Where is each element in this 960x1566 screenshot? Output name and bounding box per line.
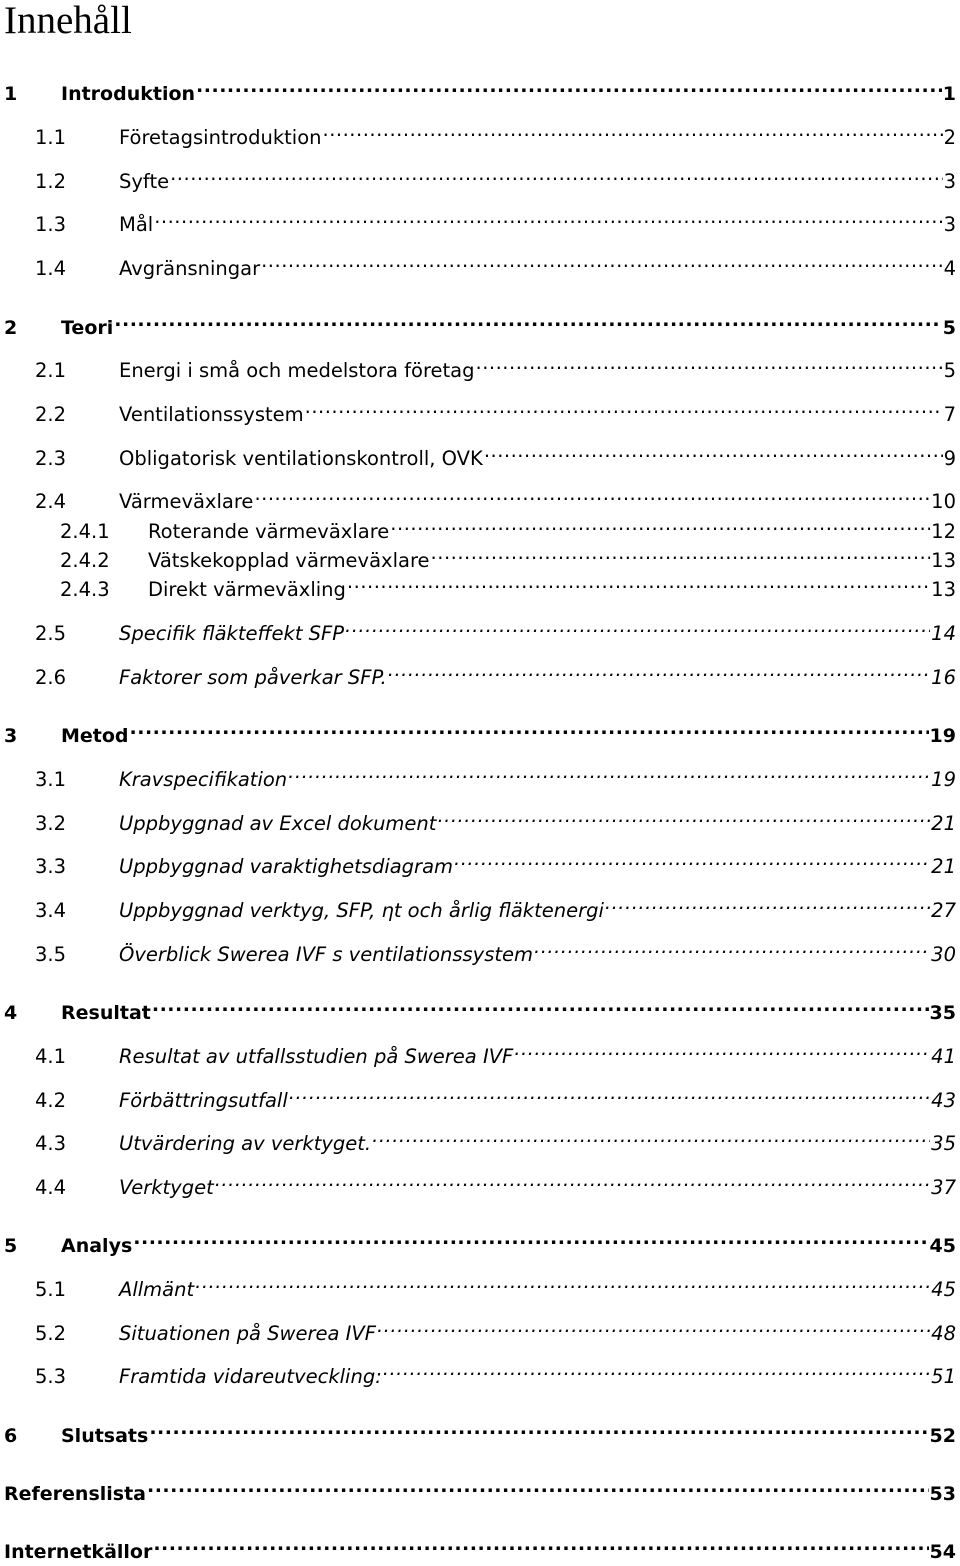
- toc-entry-page-number: 45: [929, 1235, 956, 1257]
- toc-entry-label: Överblick Swerea IVF s ventilationssystem: [119, 943, 534, 966]
- toc-entry[interactable]: [35, 612, 956, 645]
- toc-entry-label: Uppbyggnad av Excel dokument: [119, 812, 437, 835]
- toc-entry-number: 2.6: [35, 666, 67, 689]
- dot-leader: [170, 160, 942, 188]
- toc-entry[interactable]: [35, 933, 956, 966]
- toc-entry-label: Förbättringsutfall: [119, 1089, 288, 1112]
- dot-leader: [454, 845, 930, 873]
- toc-entry-label: Kravspecifikation: [119, 768, 288, 791]
- toc-entry-page-number: 35: [931, 1132, 956, 1155]
- toc-entry[interactable]: [35, 349, 956, 382]
- dot-leader: [149, 1414, 928, 1442]
- toc-entry[interactable]: [35, 656, 956, 689]
- toc-entry-number: 5: [4, 1235, 18, 1257]
- toc-entry[interactable]: [35, 802, 956, 835]
- toc-entry-label: Situationen på Swerea IVF: [119, 1322, 376, 1345]
- toc-entry-page-number: 35: [929, 1002, 956, 1024]
- toc-entry-number: 3.3: [35, 855, 67, 878]
- toc-entry[interactable]: [35, 1122, 956, 1155]
- toc-entry-number: 5.3: [35, 1365, 67, 1388]
- toc-entry[interactable]: [35, 247, 956, 280]
- toc-entry-number: 1.3: [35, 213, 67, 236]
- toc-entry[interactable]: [60, 539, 956, 572]
- toc-entry[interactable]: [4, 72, 956, 105]
- toc-entry-page-number: 13: [931, 549, 956, 572]
- dot-leader: [154, 203, 942, 231]
- toc-entry-label: Specifik fläkteffekt SFP: [119, 622, 345, 645]
- toc-entry-number: 2.5: [35, 622, 67, 645]
- toc-entry-number: 1.1: [35, 126, 67, 149]
- dot-leader: [514, 1035, 930, 1063]
- toc-entry[interactable]: [35, 1268, 956, 1301]
- dot-leader: [347, 568, 930, 596]
- dot-leader: [130, 714, 929, 742]
- toc-entry-label: Uppbyggnad varaktighetsdiagram: [119, 855, 454, 878]
- dot-leader: [196, 72, 942, 100]
- toc-entry[interactable]: [35, 203, 956, 236]
- toc-entry[interactable]: [60, 510, 956, 543]
- toc-entry[interactable]: [4, 714, 956, 747]
- toc-entry-number: 4.1: [35, 1045, 67, 1068]
- toc-entry[interactable]: [35, 889, 956, 922]
- toc-entry-number: 5.2: [35, 1322, 67, 1345]
- toc-entry-page-number: 19: [929, 725, 956, 747]
- toc-entry-label: Direkt värmeväxling: [148, 578, 346, 601]
- dot-leader: [345, 612, 930, 640]
- toc-entry-label: Internetkällor: [4, 1541, 153, 1563]
- dot-leader: [288, 758, 930, 786]
- toc-entry[interactable]: [35, 1079, 956, 1112]
- toc-entry-label: Företagsintroduktion: [119, 126, 322, 149]
- toc-entry-page-number: 30: [931, 943, 956, 966]
- dot-leader: [484, 437, 943, 465]
- toc-entry-page-number: 9: [943, 447, 956, 470]
- toc-entry-label: Värmeväxlare: [119, 490, 254, 513]
- dot-leader: [153, 1530, 928, 1558]
- toc-entry-label: Roterande värmeväxlare: [148, 520, 390, 543]
- toc-entry-page-number: 4: [943, 257, 956, 280]
- toc-entry-page-number: 5: [942, 317, 956, 339]
- toc-entry[interactable]: [35, 758, 956, 791]
- dot-leader: [388, 656, 930, 684]
- toc-entry[interactable]: [35, 1355, 956, 1388]
- toc-entry[interactable]: [35, 1312, 956, 1345]
- toc-entry-number: 3.5: [35, 943, 67, 966]
- toc-entry-page-number: 1: [942, 83, 956, 105]
- toc-entry[interactable]: [35, 393, 956, 426]
- toc-entry-number: 3: [4, 725, 18, 747]
- toc-entry-page-number: 14: [931, 622, 956, 645]
- dot-leader: [476, 349, 943, 377]
- dot-leader: [431, 539, 931, 567]
- toc-entry-label: Avgränsningar: [119, 257, 261, 280]
- toc-entry-label: Faktorer som påverkar SFP.: [119, 666, 387, 689]
- toc-entry-page-number: 21: [931, 812, 956, 835]
- toc-entry-label: Obligatorisk ventilationskontroll, OVK: [119, 447, 483, 470]
- toc-entry-number: 1.4: [35, 257, 67, 280]
- toc-entry-page-number: 12: [931, 520, 956, 543]
- toc-entry-number: 3.2: [35, 812, 67, 835]
- toc-entry-label: Allmänt: [119, 1278, 195, 1301]
- dot-leader: [261, 247, 942, 275]
- toc-entry[interactable]: [35, 845, 956, 878]
- toc-entry-number: 4.4: [35, 1176, 67, 1199]
- toc-entry[interactable]: [4, 1472, 956, 1505]
- dot-leader: [323, 116, 943, 144]
- toc-entry-number: 5.1: [35, 1278, 67, 1301]
- dot-leader: [605, 889, 930, 917]
- toc-entry-page-number: 3: [943, 170, 956, 193]
- toc-entry-page-number: 19: [931, 768, 956, 791]
- toc-entry-page-number: 2: [943, 126, 956, 149]
- toc-entry-page-number: 7: [943, 403, 956, 426]
- toc-entry-number: 2.4.2: [60, 549, 110, 572]
- toc-entry-page-number: 21: [931, 855, 956, 878]
- toc-entry-number: 3.4: [35, 899, 67, 922]
- toc-entry-number: 4: [4, 1002, 18, 1024]
- dot-leader: [534, 933, 930, 961]
- toc-entry-number: 2.2: [35, 403, 67, 426]
- toc-entry-label: Ventilationssystem: [119, 403, 304, 426]
- toc-entry-page-number: 48: [931, 1322, 956, 1345]
- toc-entry-number: 6: [4, 1425, 18, 1447]
- dot-leader: [289, 1079, 930, 1107]
- toc-entry[interactable]: [35, 1035, 956, 1068]
- toc-entry[interactable]: [4, 991, 956, 1024]
- toc-entry-label: Metod: [61, 725, 129, 747]
- toc-entry-label: Verktyget: [119, 1176, 214, 1199]
- dot-leader: [372, 1122, 930, 1150]
- toc-entry-label: Energi i små och medelstora företag: [119, 359, 475, 382]
- dot-leader: [390, 510, 930, 538]
- toc-entry-page-number: 51: [931, 1365, 956, 1388]
- toc-entry-page-number: 41: [931, 1045, 956, 1068]
- toc-entry[interactable]: [35, 116, 956, 149]
- toc-entry-page-number: 5: [943, 359, 956, 382]
- toc-entry[interactable]: [60, 568, 956, 601]
- toc-entry-label: Uppbyggnad verktyg, SFP, ηt och årlig fläktenergi: [119, 899, 604, 922]
- toc-entry-page-number: 53: [929, 1483, 956, 1505]
- dot-leader: [152, 991, 929, 1019]
- toc-entry-label: Introduktion: [61, 83, 196, 105]
- toc-entry-label: Resultat: [61, 1002, 151, 1024]
- toc-entry-page-number: 16: [931, 666, 956, 689]
- toc-entry-page-number: 45: [931, 1278, 956, 1301]
- toc-entry-label: Slutsats: [61, 1425, 149, 1447]
- toc-entry[interactable]: [4, 1414, 956, 1447]
- toc-entry-number: 4.2: [35, 1089, 67, 1112]
- toc-entry[interactable]: [35, 437, 956, 470]
- dot-leader: [437, 802, 930, 830]
- dot-leader: [305, 393, 943, 421]
- toc-entry-number: 2.4.3: [60, 578, 110, 601]
- toc-entry-page-number: 10: [931, 490, 956, 513]
- dot-leader: [383, 1355, 930, 1383]
- toc-entry-label: Analys: [61, 1235, 133, 1257]
- toc-entry-page-number: 43: [931, 1089, 956, 1112]
- toc-entry-label: Resultat av utfallsstudien på Swerea IVF: [119, 1045, 514, 1068]
- toc-entry-number: 1: [4, 83, 18, 105]
- dot-leader: [377, 1312, 930, 1340]
- toc-entry-page-number: 37: [931, 1176, 956, 1199]
- page-title: Innehåll: [4, 0, 132, 42]
- toc-entry-label: Vätskekopplad värmeväxlare: [148, 549, 430, 572]
- toc-entry-number: 2.4: [35, 490, 67, 513]
- toc-entry[interactable]: [4, 1530, 956, 1563]
- toc-entry-page-number: 52: [929, 1425, 956, 1447]
- toc-entry-number: 2.1: [35, 359, 67, 382]
- dot-leader: [254, 480, 930, 508]
- toc-entry-label: Referenslista: [4, 1483, 146, 1505]
- toc-entry-number: 2: [4, 317, 18, 339]
- toc-entry[interactable]: [35, 480, 956, 513]
- toc-entry-number: 2.3: [35, 447, 67, 470]
- toc-entry-label: Framtida vidareutveckling:: [119, 1365, 382, 1388]
- toc-entry-page-number: 13: [931, 578, 956, 601]
- toc-entry-label: Teori: [61, 317, 114, 339]
- toc-entry-number: 2.4.1: [60, 520, 110, 543]
- toc-entry[interactable]: [4, 1224, 956, 1257]
- toc-entry-page-number: 27: [931, 899, 956, 922]
- dot-leader: [147, 1472, 929, 1500]
- toc-entry[interactable]: [4, 306, 956, 339]
- toc-entry-number: 3.1: [35, 768, 67, 791]
- toc-entry-label: Syfte: [119, 170, 170, 193]
- toc-entry-label: Mål: [119, 213, 154, 236]
- toc-entry-page-number: 3: [943, 213, 956, 236]
- dot-leader: [195, 1268, 930, 1296]
- dot-leader: [215, 1166, 930, 1194]
- toc-entry-label: Utvärdering av verktyget.: [119, 1132, 372, 1155]
- toc-entry-page-number: 54: [929, 1541, 956, 1563]
- dot-leader: [133, 1224, 928, 1252]
- toc-entry-number: 4.3: [35, 1132, 67, 1155]
- dot-leader: [114, 306, 942, 334]
- toc-entry-number: 1.2: [35, 170, 67, 193]
- toc-entry[interactable]: [35, 1166, 956, 1199]
- toc-entry[interactable]: [35, 160, 956, 193]
